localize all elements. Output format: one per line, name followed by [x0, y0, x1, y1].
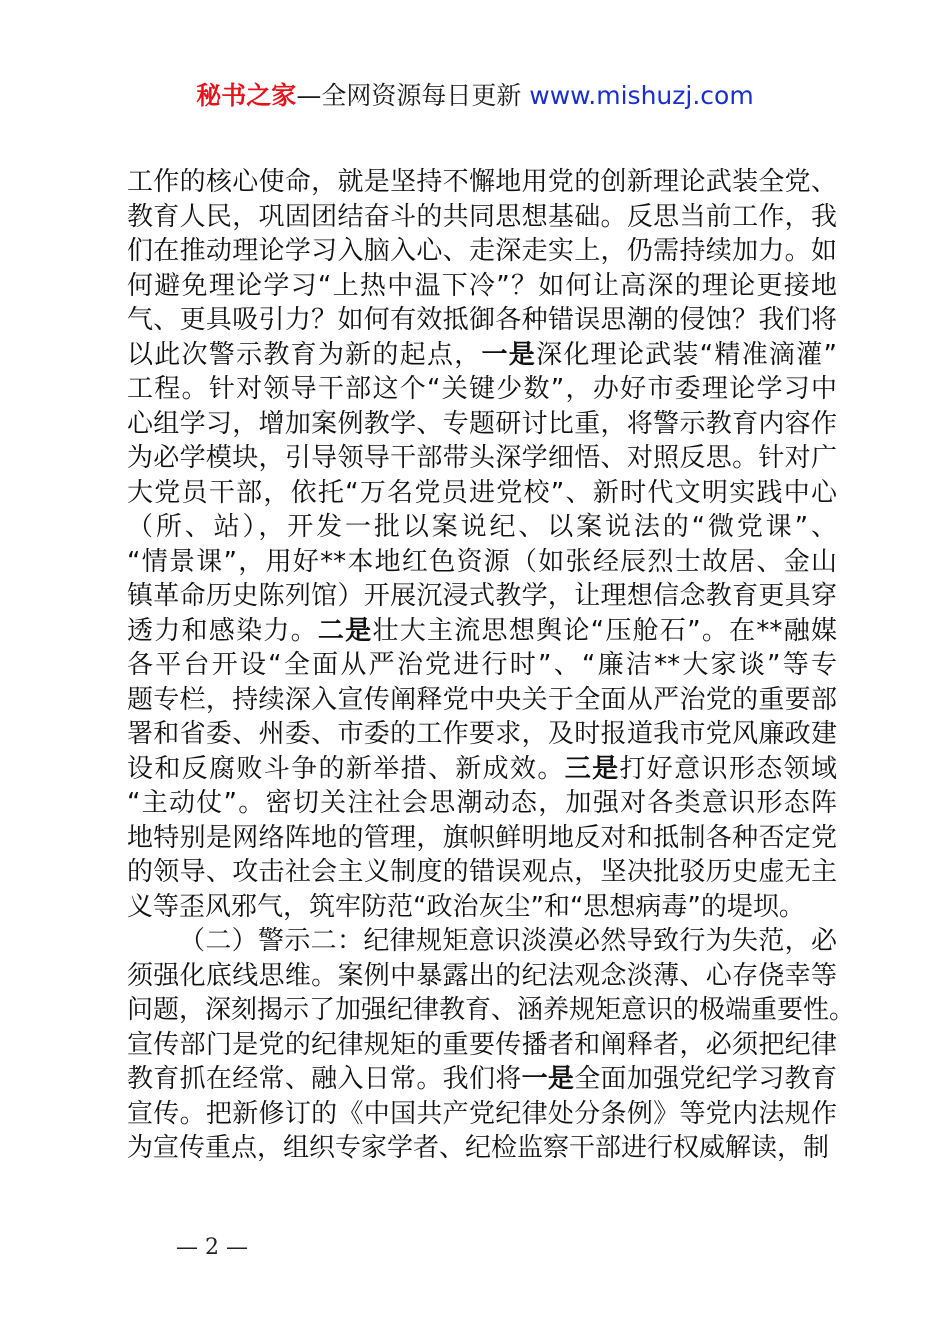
text-segment: 全面加强党纪学习教育 — [574, 1064, 837, 1094]
text-line — [127, 890, 837, 925]
text-segment: 壮大主流思想舆论“压舱石”。在**融媒 — [372, 615, 837, 646]
text-segment: 署和省委、州委、市委的工作要求，及时报道我市党风廉政建 — [127, 719, 837, 749]
text-line — [127, 648, 837, 683]
highlight-phrase: 一是 — [481, 339, 537, 370]
text-line — [127, 1097, 837, 1132]
text-segment: 宣传部门是党的纪律规矩的重要传播者和阐释者，必须把纪律 — [127, 1029, 837, 1060]
page-number: — 2 — — [176, 1235, 248, 1260]
text-line — [127, 855, 837, 890]
text-line — [127, 683, 837, 718]
text-line — [127, 165, 837, 200]
text-segment: “主动仗”。密切关注社会思潮动态，加强对各类意识形态阵 — [127, 788, 837, 818]
text-line — [127, 786, 837, 821]
text-line — [127, 372, 837, 407]
text-segment: 气、更具吸引力？如何有效抵御各种错误思潮的侵蚀？我们将 — [127, 305, 837, 335]
text-line — [127, 993, 856, 1028]
site-url-link[interactable]: www.mishuzj.com — [529, 81, 754, 110]
text-segment: 工作的核心使命，就是坚持不懈地用党的创新理论武装全党、 — [127, 167, 837, 197]
text-segment: 打好意识形态领域 — [619, 753, 837, 784]
text-segment: 宣传。把新修订的《中国共产党纪律处分条例》等党内法规作 — [127, 1098, 837, 1129]
text-segment: 深化理论武装“精准滴灌” — [536, 339, 837, 370]
text-segment: 教育抓在经常、融入日常。我们将 — [127, 1064, 522, 1094]
text-segment: 以此次警示教育为新的起点， — [127, 339, 482, 370]
text-line — [127, 1062, 837, 1097]
text-segment: 的领导、攻击社会主义制度的错误观点，坚决批驳历史虚无主 — [127, 857, 837, 887]
text-line — [127, 717, 837, 752]
text-segment: 们在推动理论学习入脑入心、走深走实上，仍需持续加力。如 — [127, 236, 837, 266]
text-line — [127, 959, 837, 994]
text-segment: （二）警示二：纪律规矩意识淡漠必然导致行为失范，必 — [179, 926, 837, 956]
text-segment: 为必学模块，引导领导干部带头深学细悟、对照反思。针对广 — [127, 443, 837, 473]
text-line — [127, 476, 837, 511]
text-segment: 心组学习，增加案例教学、专题研讨比重，将警示教育内容作 — [127, 408, 837, 439]
text-line — [127, 510, 837, 545]
banner-slogan: —全网资源每日更新 — [296, 81, 530, 110]
text-line — [127, 821, 837, 856]
text-line — [127, 269, 837, 304]
text-segment: 为宣传重点，组织专家学者、纪检监察干部进行权威解读，制 — [127, 1133, 830, 1163]
text-line — [127, 1131, 837, 1166]
text-segment: 透力和感染力。 — [127, 615, 318, 646]
text-line — [127, 545, 837, 580]
text-segment: 义等歪风邪气，筑牢防范“政治灰尘”和“思想病毒”的堤坝。 — [127, 891, 805, 922]
text-line — [127, 752, 837, 787]
text-line — [127, 303, 837, 338]
highlight-phrase: 一是 — [521, 1064, 575, 1094]
text-line — [127, 614, 837, 649]
site-banner — [0, 76, 950, 116]
text-line — [127, 338, 837, 373]
text-line — [127, 924, 837, 959]
text-segment: 问题，深刻揭示了加强纪律教育、涵养规矩意识的极端重要性。 — [127, 995, 856, 1025]
text-segment: （所、站），开发一批以案说纪、以案说法的“微党课”、 — [127, 512, 837, 542]
brand-name: 秘书之家 — [196, 81, 297, 110]
text-segment: 镇革命历史陈列馆）开展沉浸式教学，让理想信念教育更具穿 — [127, 581, 837, 611]
text-segment: 设和反腐败斗争的新举措、新成效。 — [127, 753, 565, 784]
text-line — [127, 200, 837, 235]
highlight-phrase: 二是 — [317, 615, 373, 646]
text-segment: 工程。针对领导干部这个“关键少数”，办好市委理论学习中 — [127, 374, 837, 404]
text-segment: 何避免理论学习“上热中温下冷”？如何让高深的理论更接地 — [127, 270, 837, 301]
text-segment: 须强化底线思维。案例中暴露出的纪法观念淡薄、心存侥幸等 — [127, 960, 837, 991]
text-segment: 地特别是网络阵地的管理，旗帜鲜明地反对和抵制各种否定党 — [127, 822, 837, 853]
text-line — [127, 407, 837, 442]
text-segment: 各平台开设“全面从严治党进行时”、“廉洁**大家谈”等专 — [127, 650, 837, 680]
text-line — [127, 441, 837, 476]
text-line — [127, 234, 837, 269]
text-line — [127, 1028, 837, 1063]
text-segment: “情景课”，用好**本地红色资源（如张经辰烈士故居、金山 — [127, 546, 837, 577]
text-line — [127, 579, 837, 614]
text-segment: 大党员干部，依托“万名党员进党校”、新时代文明实践中心 — [127, 477, 837, 508]
text-segment: 题专栏，持续深入宣传阐释党中央关于全面从严治党的重要部 — [127, 684, 837, 715]
highlight-phrase: 三是 — [564, 753, 620, 784]
document-body — [127, 165, 856, 1166]
text-segment: 教育人民，巩固团结奋斗的共同思想基础。反思当前工作，我 — [127, 201, 837, 232]
